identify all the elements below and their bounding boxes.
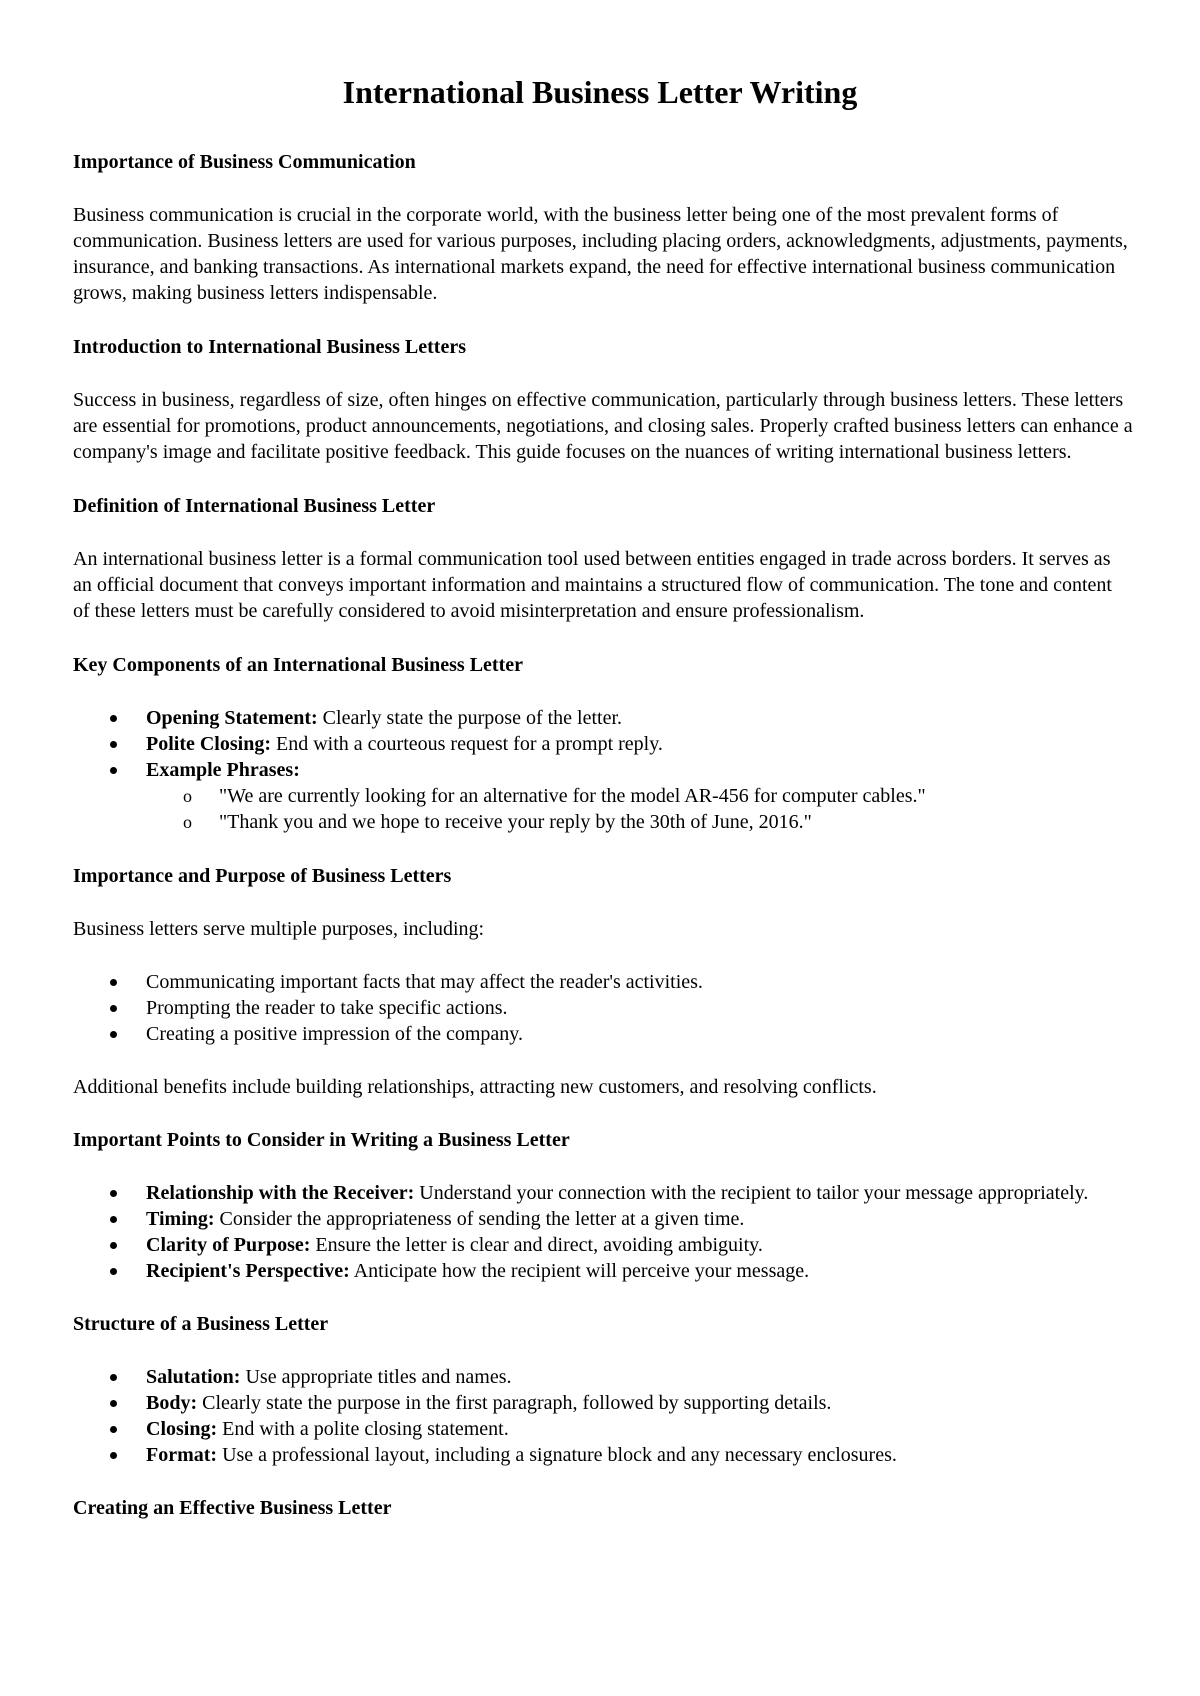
section-paragraph-definition: An international business letter is a formal communication tool used between entities engaged in trade across borders. It serves as an official document that conveys important information and maintains a structured flow of communication. The tone and content of these letters must be carefully considered to avoid misinterpretation and ensure professionalism. [73,548,1112,622]
list-item: Prompting the reader to take specific actions. [73,995,1133,1021]
example-phrases-list [146,783,1133,835]
section-heading-creating-effective: Creating an Effective Business Letter [73,1497,392,1519]
list-item: Example Phrases: o "We are currently looking for an alternative for the model AR-456 for computer cables." o "Thank you and we hope to receive your reply by the 30th of June, 2016." [73,757,1133,835]
list-item: Salutation: Use appropriate titles and names. [73,1364,1133,1390]
section-intro-importance-purpose: Business letters serve multiple purposes, including: [73,918,485,940]
document-page [73,0,1133,1521]
list-item: Communicating important facts that may affect the reader's activities. [73,969,1133,995]
list-item: Timing: Consider the appropriateness of sending the letter at a given time. [73,1206,1133,1232]
section-heading-importance-communication: Importance of Business Communication [73,151,416,173]
section-paragraph-importance-communication: Business communication is crucial in the corporate world, with the business letter being one of the most prevalent forms of communication. Business letters are used for various purposes, including placing orders, acknowledgments, adjustments, payments, insurance, and banking transactions. As international markets expand, the need for effective international business communication grows, making business letters indispensable. [73,204,1128,304]
section-heading-important-points: Important Points to Consider in Writing a Business Letter [73,1129,570,1151]
section-heading-structure: Structure of a Business Letter [73,1313,329,1335]
important-points-list [73,1180,1133,1284]
list-item: Opening Statement: Clearly state the purpose of the letter. [73,705,1133,731]
list-item: Closing: End with a polite closing statement. [73,1416,1133,1442]
example-phrase: o "Thank you and we hope to receive your reply by the 30th of June, 2016." [73,809,1133,835]
list-item: Relationship with the Receiver: Understand your connection with the recipient to tailor your message appropriately. [73,1180,1133,1206]
section-heading-key-components: Key Components of an International Business Letter [73,654,524,676]
section-outro-importance-purpose: Additional benefits include building relationships, attracting new customers, and resolving conflicts. [73,1076,877,1098]
document-title: International Business Letter Writing [342,74,858,110]
list-item: Clarity of Purpose: Ensure the letter is clear and direct, avoiding ambiguity. [73,1232,1133,1258]
section-heading-introduction: Introduction to International Business Letters [73,336,466,358]
section-heading-importance-purpose: Importance and Purpose of Business Letters [73,865,452,887]
section-heading-definition: Definition of International Business Letter [73,495,436,517]
section-paragraph-introduction: Success in business, regardless of size, often hinges on effective communication, particularly through business letters. These letters are essential for promotions, product announcements, negotiations, and closing sales. Properly crafted business letters can enhance a company's image and facilitate positive feedback. This guide focuses on the nuances of writing international business letters. [73,389,1133,463]
list-item: Format: Use a professional layout, including a signature block and any necessary enclosures. [73,1442,1133,1468]
list-item: Creating a positive impression of the company. [73,1021,1133,1047]
list-item: Recipient's Perspective: Anticipate how the recipient will perceive your message. [73,1258,1133,1284]
structure-list [73,1364,1133,1468]
purposes-list [73,969,1133,1047]
example-phrase: o "We are currently looking for an alternative for the model AR-456 for computer cables." [73,783,1133,809]
key-components-list [73,705,1133,835]
list-item: Body: Clearly state the purpose in the first paragraph, followed by supporting details. [73,1390,1133,1416]
list-item: Polite Closing: End with a courteous request for a prompt reply. [73,731,1133,757]
